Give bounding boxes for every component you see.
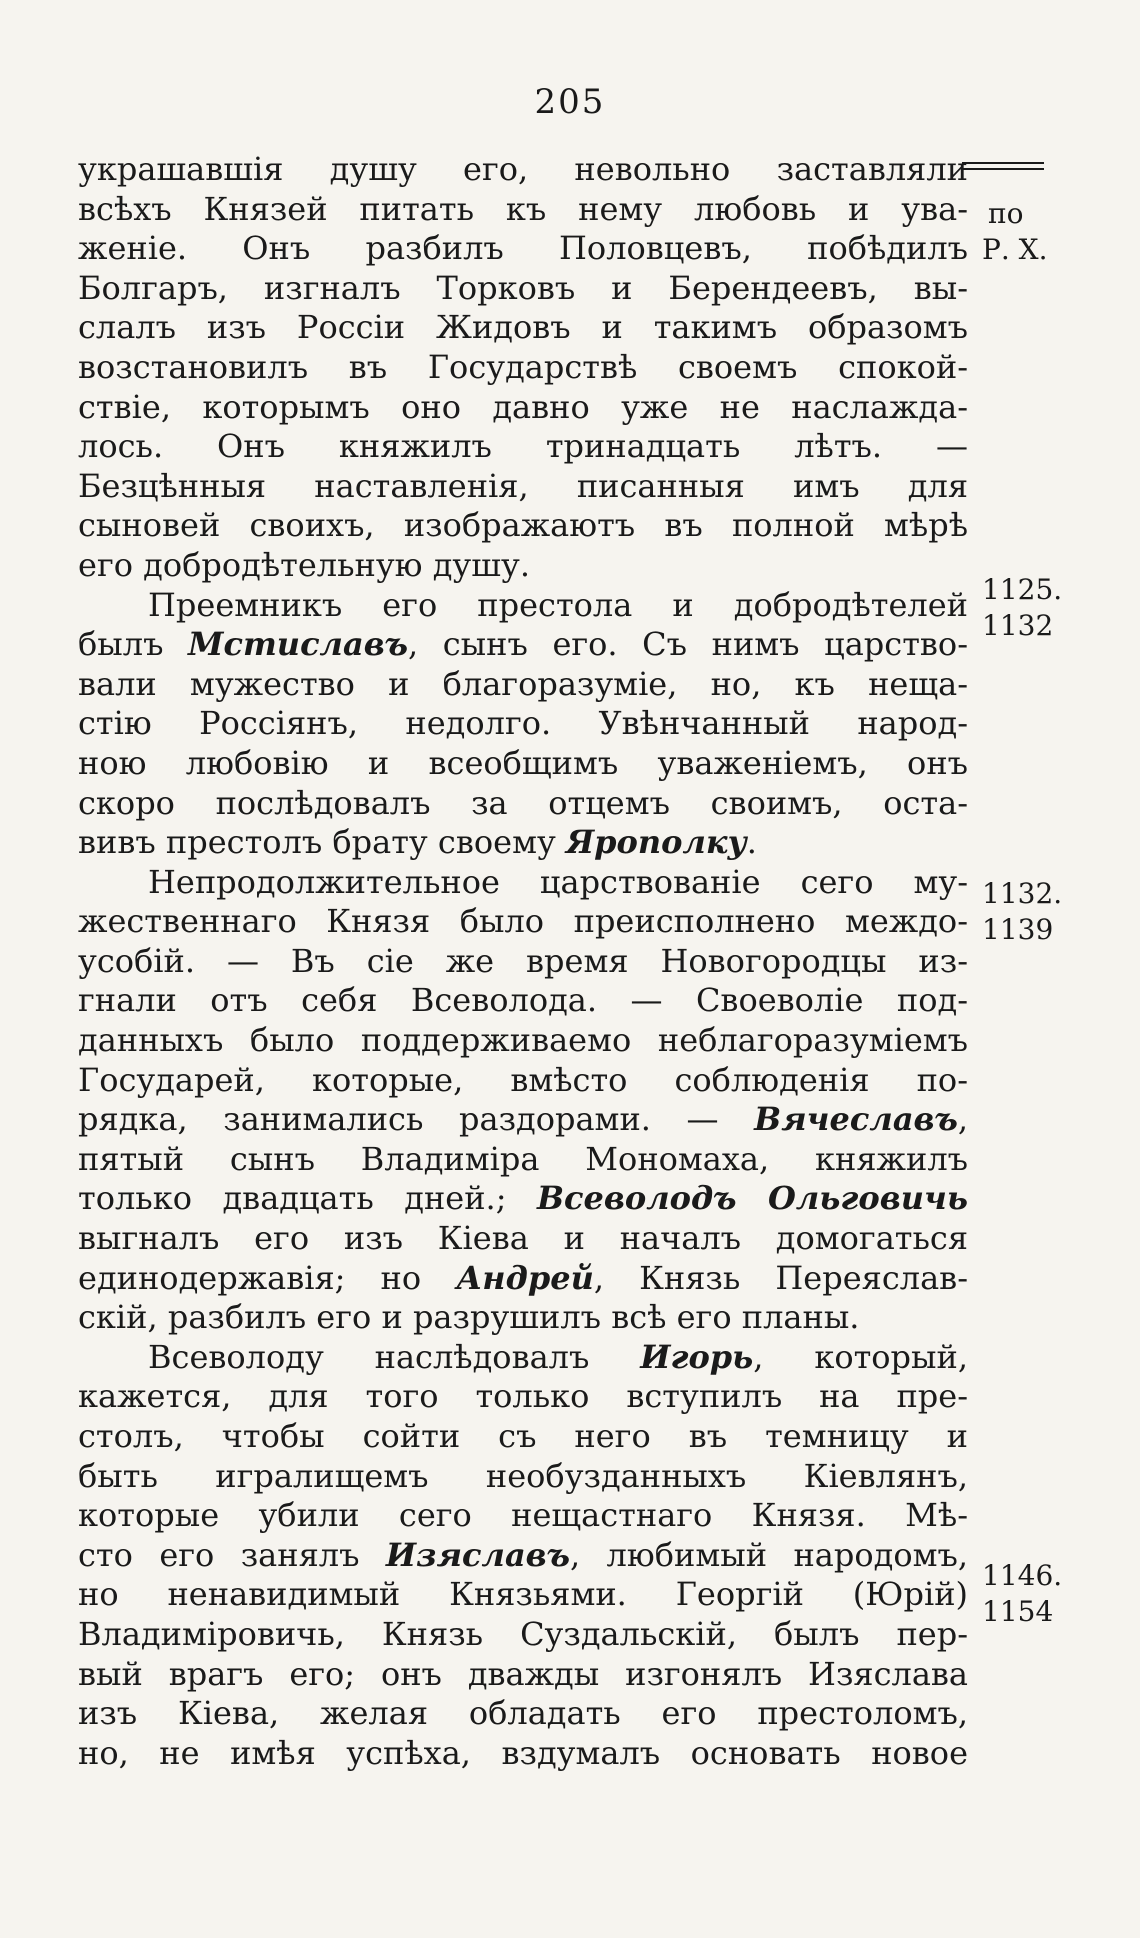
text-line (78, 1338, 968, 1378)
text-line: вали мужество и благоразуміе, но, къ неща- (78, 664, 968, 703)
text-line: быть игралищемъ необузданныхъ Кіевлянъ, (78, 1456, 968, 1495)
text-line: вый врагъ его; онъ дважды изгонялъ Изяслава (78, 1654, 968, 1693)
name-yaropolk: Ярополку (565, 823, 747, 862)
text-line: возстановилъ въ Государствѣ своемъ спокой- (78, 347, 968, 386)
year-start: 1146. (982, 1559, 1063, 1592)
text-line: но, не имѣя успѣха, вздумалъ основать новое (78, 1733, 968, 1772)
text-line (78, 625, 968, 665)
text-span: Всеволоду наслѣдовалъ (148, 1337, 641, 1376)
text-line (78, 1100, 968, 1140)
text-line: ною любовію и всеобщимъ уваженіемъ, онъ (78, 743, 968, 782)
name-mstislav: Мстиславъ (188, 625, 408, 664)
text-line (78, 823, 968, 863)
body-text (78, 150, 968, 1773)
text-line: изъ Кіева, желая обладать его престоломъ, (78, 1694, 968, 1733)
text-line: скоро послѣдовалъ за отцемъ своимъ, оста- (78, 783, 968, 822)
text-line: Преемникъ его престола и добродѣтелей (148, 585, 968, 624)
year-end: 1154 (982, 1595, 1054, 1628)
text-line: слалъ изъ Россіи Жидовъ и такимъ образомъ (78, 308, 968, 347)
year-end: 1132 (982, 609, 1054, 642)
text-line: гнали отъ себя Всеволода. — Своеволіе под- (78, 981, 968, 1020)
text-line (78, 1179, 968, 1219)
margin-era-bottom: Р. Х. (982, 233, 1048, 266)
text-line: его добродѣтельную душу. (78, 545, 530, 584)
name-izyaslav: Изяславъ (385, 1535, 570, 1574)
text-line: Владиміровичь, Князь Суздальскій, былъ пер- (78, 1614, 968, 1653)
text-line: данныхъ было поддерживаемо неблагоразуміемъ (78, 1021, 968, 1060)
text-line (78, 1259, 968, 1299)
text-span: рядка, занимались раздорами. — (78, 1100, 755, 1139)
text-line: Непродолжительное царствованіе сего му- (148, 862, 968, 901)
margin-era-label (982, 196, 1092, 268)
year-start: 1132. (982, 877, 1063, 910)
text-span: вивъ престолъ брату своему (78, 823, 566, 862)
text-line: украшавшія душу его, невольно заставляли (78, 150, 968, 188)
name-vsevolod-olgovich: Всеволодъ Ольговичь (537, 1179, 969, 1218)
text-line: пятый сынъ Владиміра Мономаха, княжилъ (78, 1139, 968, 1178)
text-span: былъ (78, 625, 189, 664)
text-line: женіе. Онъ разбилъ Половцевъ, побѣдилъ (78, 229, 968, 268)
name-andrey: Андрей (456, 1258, 594, 1297)
text-line: лось. Онъ княжилъ тринадцать лѣтъ. — (78, 427, 968, 466)
text-span: только двадцать дней.; (78, 1179, 537, 1218)
text-line: выгналъ его изъ Кіева и началъ домогаться (78, 1219, 968, 1258)
margin-era-top: по (988, 197, 1024, 230)
text-line: столъ, чтобы сойти съ него въ темницу и (78, 1417, 968, 1455)
text-span: сто его занялъ (78, 1535, 386, 1574)
margin-rule (962, 162, 1044, 170)
margin-years-3 (982, 1558, 1092, 1630)
text-span: , любимый народомъ, (569, 1535, 969, 1574)
text-line: стію Россіянъ, недолго. Увѣнчанный народ- (78, 704, 968, 743)
page-number: 205 (534, 82, 606, 122)
text-line: сыновей своихъ, изображаютъ въ полной мѣрѣ (78, 506, 968, 545)
text-line: жественнаго Князя было преисполнено междо- (78, 902, 968, 941)
text-line: всѣхъ Князей питать къ нему любовь и ува- (78, 189, 968, 228)
year-start: 1125. (982, 573, 1063, 606)
margin-years-2 (982, 876, 1092, 948)
text-span: . (746, 823, 757, 862)
text-line: но ненавидимый Князьями. Георгій (Юрій) (78, 1575, 968, 1614)
text-line: Безцѣнныя наставленія, писанныя имъ для (78, 466, 968, 505)
text-line: кажется, для того только вступилъ на пре- (78, 1377, 968, 1416)
name-vyacheslav: Вячеславъ (754, 1100, 958, 1139)
text-line: ствіе, которымъ оно давно уже не наслажда- (78, 387, 968, 426)
text-span: , (957, 1100, 968, 1139)
name-igor: Игорь (640, 1337, 754, 1376)
text-line: Государей, которые, вмѣсто соблюденія по- (78, 1060, 968, 1099)
text-line: Болгаръ, изгналъ Торковъ и Берендеевъ, вы- (78, 268, 968, 307)
text-line: скій, разбилъ его и разрушилъ всѣ его планы. (78, 1298, 860, 1337)
text-line: усобій. — Въ сіе же время Новогородцы из- (78, 941, 968, 980)
text-line: которые убили сего нещастнаго Князя. Мѣ- (78, 1496, 968, 1535)
text-span: , который, (753, 1337, 969, 1376)
margin-years-1 (982, 572, 1092, 644)
text-span: , Князь Переяслав- (593, 1258, 968, 1297)
year-end: 1139 (982, 913, 1054, 946)
text-span: , сынъ его. Съ нимъ царство- (407, 625, 969, 664)
text-span: единодержавія; но (78, 1258, 457, 1297)
text-line (78, 1536, 968, 1576)
